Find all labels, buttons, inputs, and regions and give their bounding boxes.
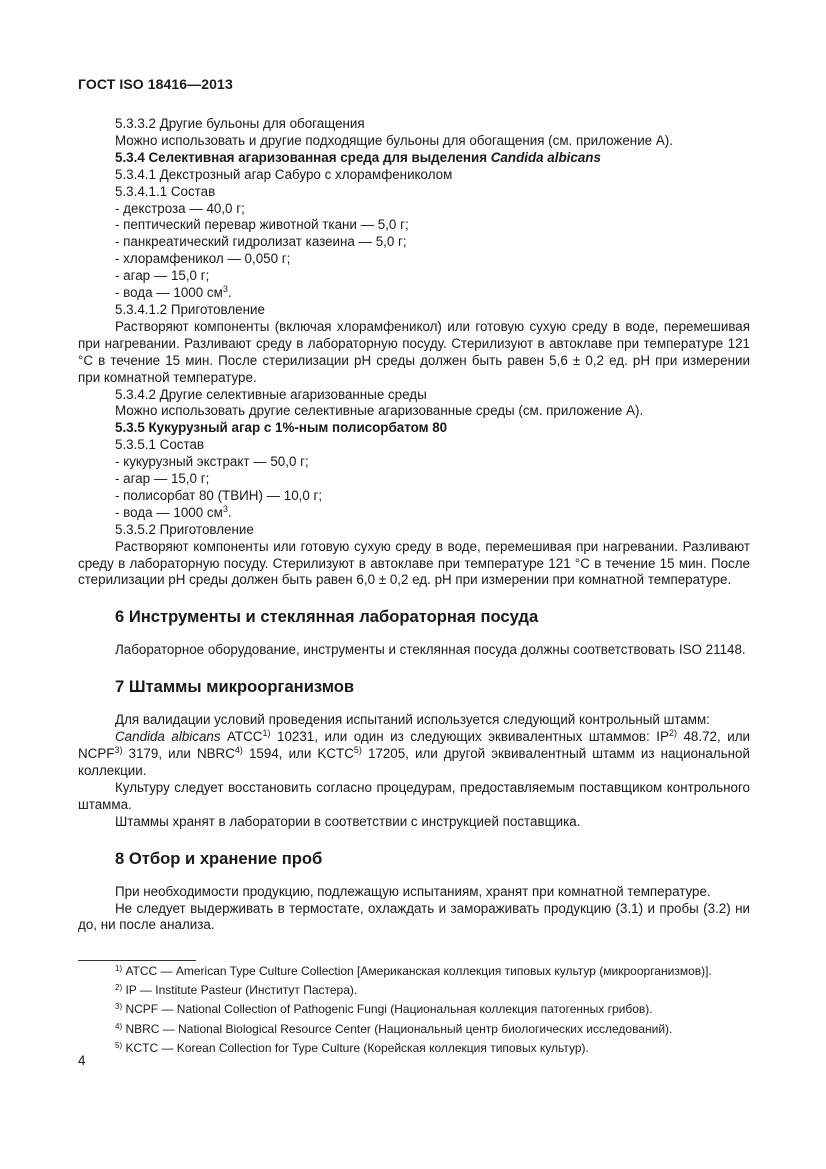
footnote-item [78, 1020, 750, 1039]
spacer [78, 697, 750, 712]
section-title-7: 7 Штаммы микроорганизмов [115, 677, 355, 697]
species-name: Candida albicans [115, 729, 221, 745]
spacer [78, 659, 750, 677]
clause-heading: 5.3.5.2 Приготовление [115, 521, 254, 537]
clause-heading: 5.3.5.1 Состав [115, 437, 205, 453]
section-title-8: 8 Отбор и хранение проб [115, 848, 323, 868]
list-item: - хлорамфеникол — 0,050 г; [115, 251, 291, 267]
paragraph-strains [78, 729, 750, 780]
heading-text: 5.3.4 Селективная агаризованная среда для выделения [115, 149, 491, 165]
footnote-text: NCPF — National Collection of Pathogenic Fungi (Национальная коллекция патогенных грибов). [122, 1002, 653, 1017]
list-item-end: . [227, 285, 232, 301]
spacer [78, 627, 750, 642]
superscript: 3 [222, 284, 228, 295]
species-name: Candida albicans [490, 149, 601, 165]
paragraph: Не следует выдерживать в термостате, охлаждать и замораживать продукцию (3.1) и пробы (3.2) ни до, ни после анализа. [78, 900, 750, 933]
footnote-mark: 4) [115, 1021, 123, 1031]
list-item: - агар — 15,0 г; [115, 471, 210, 487]
footnote-text: IP — Institute Pasteur (Институт Пастера). [122, 983, 358, 998]
footnote-mark: 2) [115, 983, 123, 993]
document-header: ГОСТ ISO 18416—2013 [78, 76, 233, 92]
footnote-text: NBRC — National Biological Resource Center (Национальный центр биологических исследований). [122, 1021, 673, 1036]
paragraph: Растворяют компоненты или готовую сухую среду в воде, перемешивая при нагревании. Разливают среду в лабораторную посуду. Стерилизуют в автоклаве при температуре 121 °С в течение 15 мин. После стерилизации рН среды должен быть равен 6,0 ± 0,2 ед. рН при измерении при комнатной температуре. [78, 538, 750, 588]
clause-heading: 5.3.3.2 Другие бульоны для обогащения [115, 116, 365, 131]
footnote-text: АТСС — American Type Culture Collection [Американская коллекция типовых культур (микроорганизмов)]. [122, 964, 712, 978]
section-title-6: 6 Инструменты и стеклянная лабораторная посуда [115, 607, 539, 627]
paragraph: Штаммы хранят в лаборатории в соответствии с инструкцией поставщика. [115, 813, 581, 829]
footnote-text: KCTC — Korean Collection for Type Culture (Корейская коллекция типовых культур). [122, 1040, 589, 1055]
page-number: 4 [78, 1053, 86, 1068]
spacer [78, 589, 750, 607]
footnote-ref[interactable]: 5) [353, 745, 362, 756]
footnote-item [78, 962, 750, 981]
text-run: 10231, или один из следующих эквивалентных штаммов: IP [270, 729, 669, 745]
list-item-text: - вода — 1000 см [115, 504, 223, 520]
text-run: 3179, или NBRC [122, 746, 235, 762]
clause-heading: 5.3.4.1.1 Состав [115, 183, 216, 199]
text-run: 48.72, или NCPF [78, 729, 750, 762]
footnote-mark: 1) [115, 964, 123, 973]
footnote-mark: 3) [115, 1002, 123, 1012]
paragraph: Культуру следует восстановить согласно процедурам, предоставляемым поставщиком контрольного штамма. [78, 779, 750, 812]
superscript: 3 [222, 503, 228, 514]
paragraph: Растворяют компоненты (включая хлорамфеникол) или готовую сухую среду в воде, перемешивая при нагревании. Разливают среду в лабораторную посуду. Стерилизуют в автоклаве при температуре 121 °С в течение 15 мин. После стерилизации рН среды должен быть равен 5,6 ± 0,2 ед. рН при измерении при комнатной температуре. [78, 318, 750, 385]
list-item: - декстроза — 40,0 г; [115, 200, 245, 216]
text-run: АТСС [220, 729, 263, 745]
clause-heading: 5.3.4.1.2 Приготовление [115, 301, 265, 317]
list-item: - пептический перевар животной ткани — 5,0 г; [115, 217, 409, 233]
list-item: - агар — 15,0 г; [115, 268, 210, 284]
list-item [78, 285, 750, 302]
footnote-item [78, 981, 750, 1000]
list-item-end: . [227, 504, 232, 520]
footnote-ref[interactable]: 4) [234, 745, 243, 756]
clause-heading-bold [78, 150, 750, 167]
footnote-ref[interactable]: 3) [114, 745, 123, 756]
clause-heading-bold: 5.3.5 Кукурузный агар с 1%-ным полисорбатом 80 [115, 420, 448, 436]
list-item: - полисорбат 80 (ТВИН) — 10,0 г; [115, 487, 323, 503]
paragraph: Для валидации условий проведения испытаний используется следующий контрольный штамм: [115, 712, 710, 728]
footnote-item [78, 1039, 750, 1058]
spacer [78, 869, 750, 884]
footnote-mark: 5) [115, 1040, 123, 1050]
footnote-divider [78, 960, 196, 961]
paragraph: Можно использовать и другие подходящие бульоны для обогащения (см. приложение А). [115, 132, 673, 148]
text-run: 1594, или KCTC [242, 746, 354, 762]
text-run: 17205, или другой эквивалентный штамм из национальной коллекции. [78, 746, 750, 778]
list-item: - панкреатический гидролизат казеина — 5,0 г; [115, 234, 407, 250]
clause-heading: 5.3.4.2 Другие селективные агаризованные среды [115, 386, 427, 402]
footnote-ref[interactable]: 2) [668, 728, 677, 739]
list-item-text: - вода — 1000 см [115, 285, 223, 301]
document-body [78, 116, 750, 934]
footnote-ref[interactable]: 1) [262, 728, 271, 739]
paragraph: Можно использовать другие селективные агаризованные среды (см. приложение А). [115, 403, 644, 419]
footnote-item [78, 1000, 750, 1019]
paragraph: Лабораторное оборудование, инструменты и стеклянная посуда должны соответствовать ISO 21148. [115, 642, 746, 658]
paragraph: При необходимости продукцию, подлежащую испытаниям, хранят при комнатной температуре. [115, 883, 711, 899]
clause-heading: 5.3.4.1 Декстрозный агар Сабуро с хлорамфениколом [115, 166, 453, 182]
list-item [78, 505, 750, 522]
spacer [78, 831, 750, 849]
footnotes [78, 962, 750, 1058]
list-item: - кукурузный экстракт — 50,0 г; [115, 454, 309, 470]
